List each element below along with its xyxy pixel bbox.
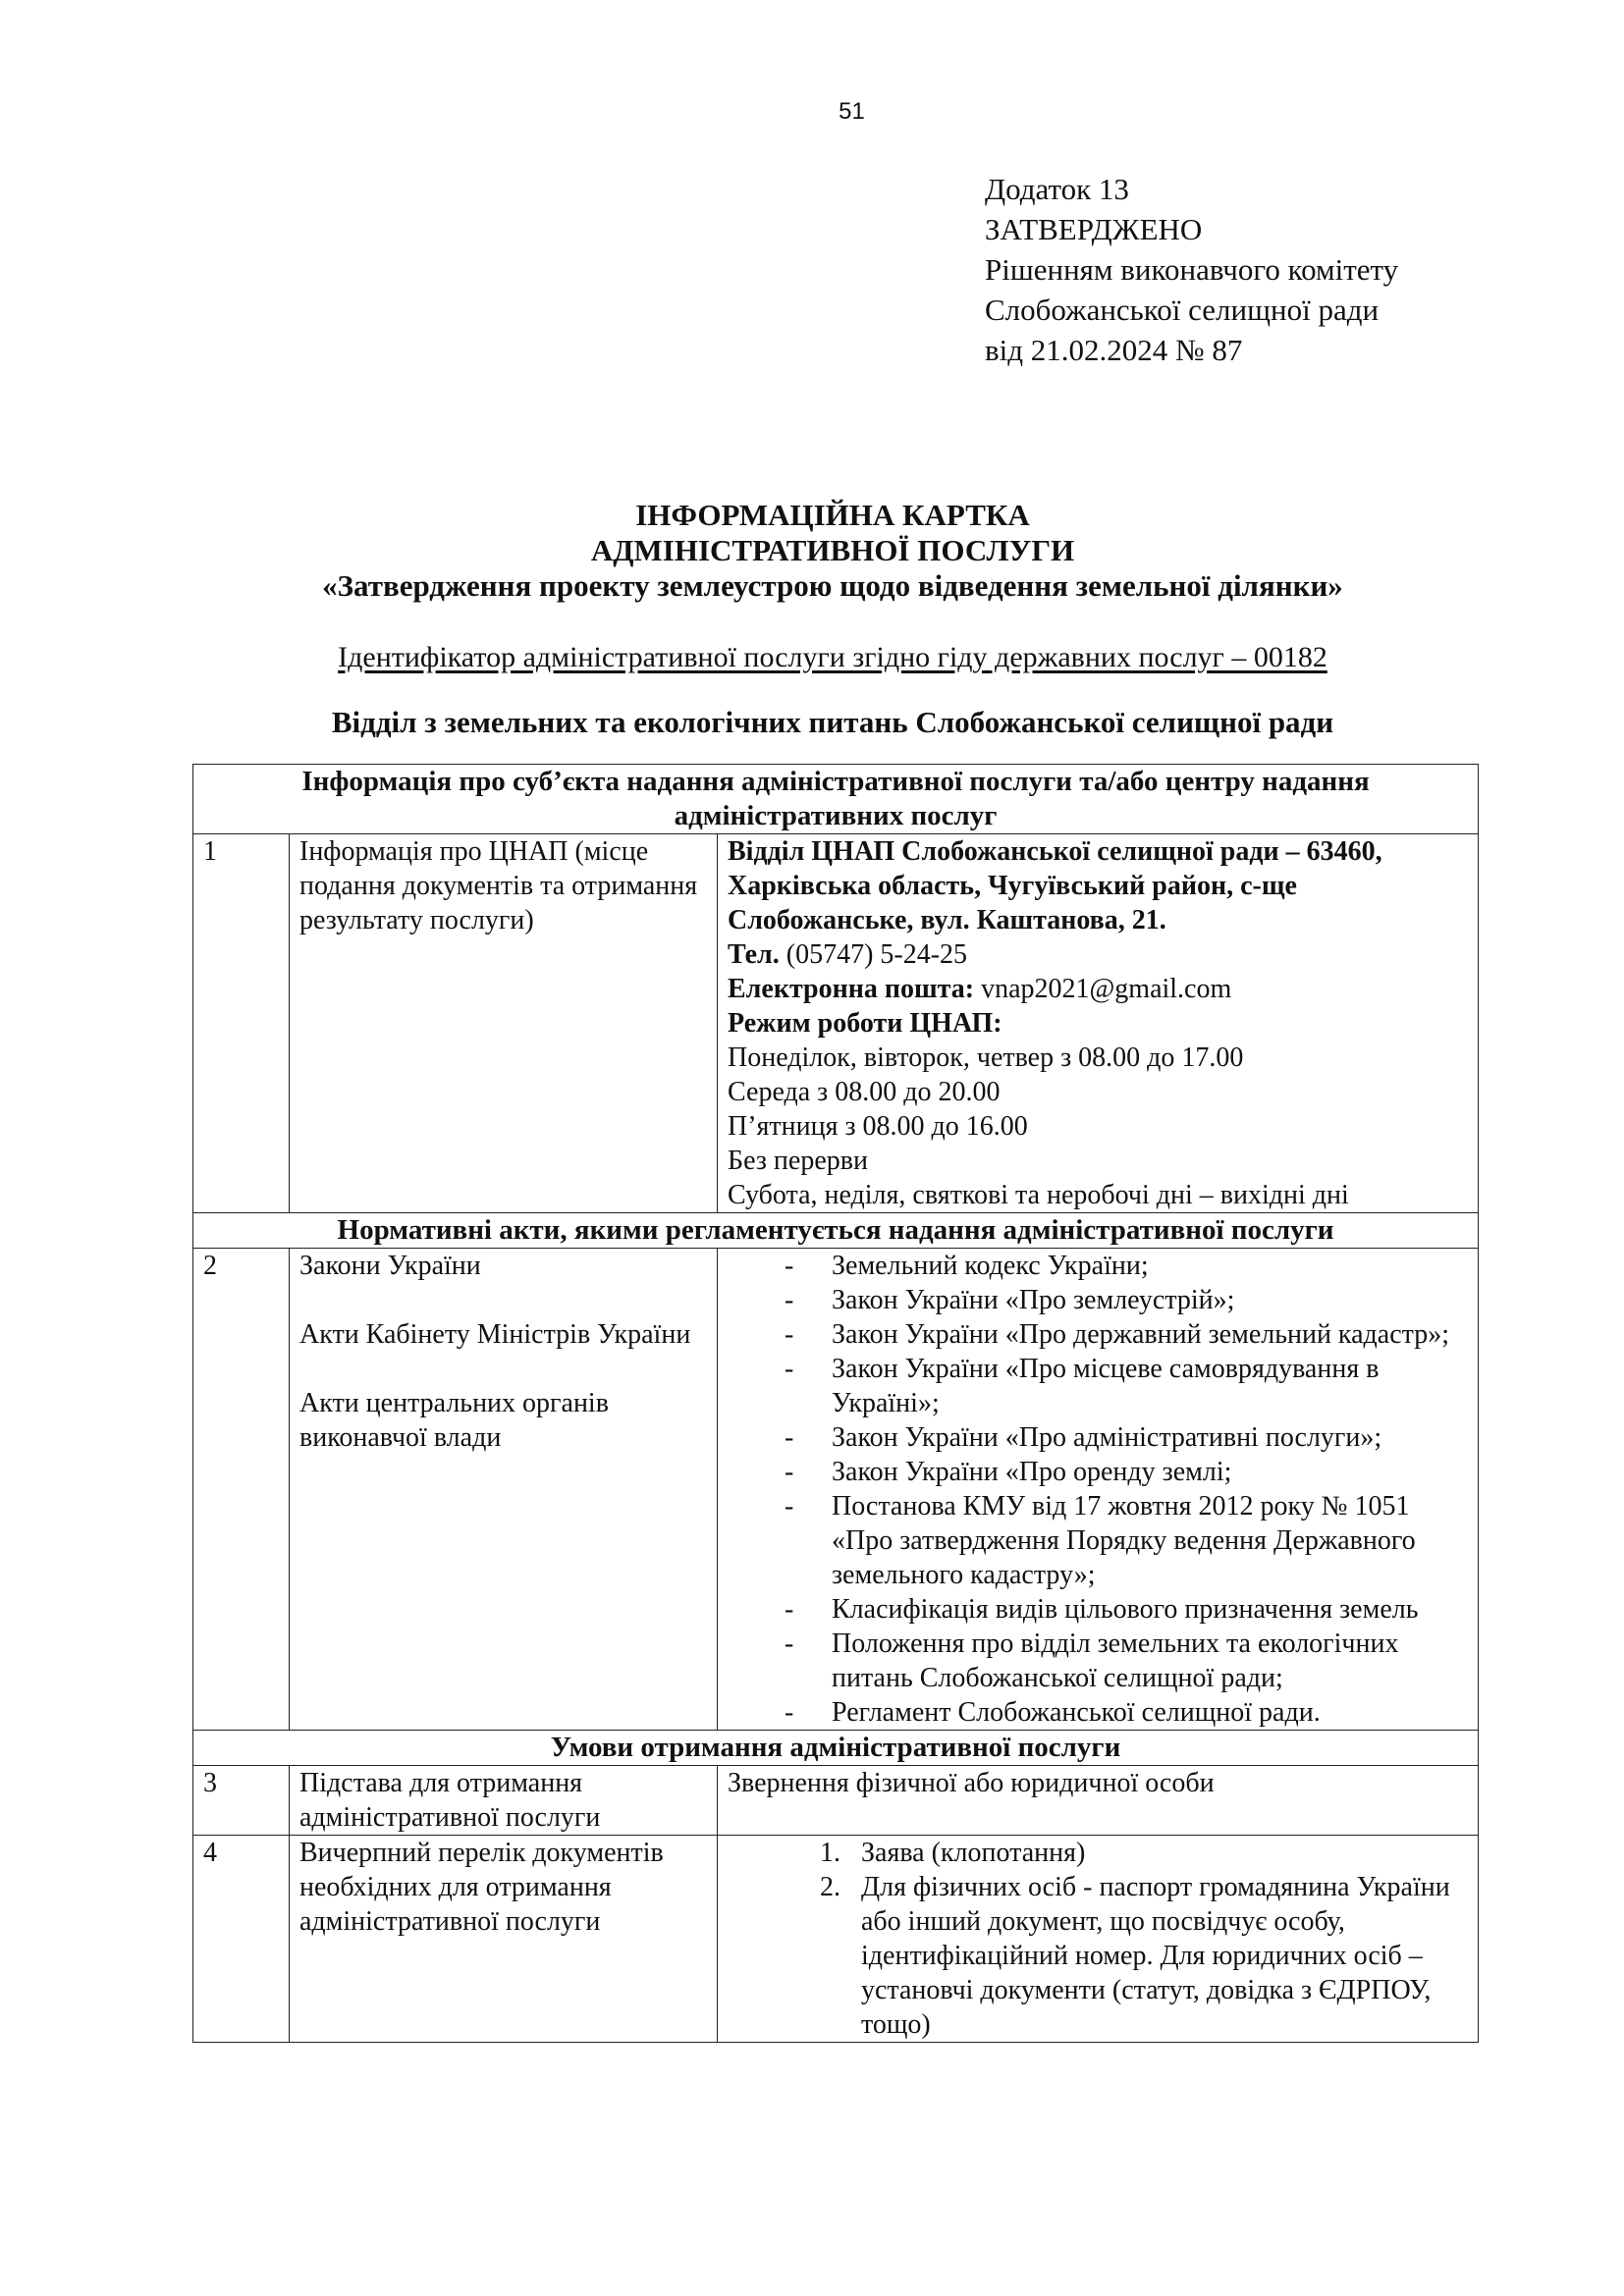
- hours-line: Середа з 08.00 до 20.00: [728, 1077, 1001, 1107]
- row-value: [718, 1836, 1479, 2043]
- department-name: Відділ з земельних та екологічних питань Слобожанської селищної ради: [331, 705, 1334, 739]
- cnap-address: Відділ ЦНАП Слобожанської селищної ради – 63460, Харківська область, Чугуївський район, с-ще Слобожанське, вул. Каштанова, 21.: [728, 836, 1382, 935]
- list-item: - Положення про відділ земельних та екологічних питань Слобожанської селищної ради;: [728, 1627, 1468, 1695]
- row-number: 3: [193, 1766, 290, 1836]
- cnap-phone: [728, 937, 1468, 972]
- list-item-text: Для фізичних осіб - паспорт громадянина України або інший документ, що посвідчує особу, ідентифікаційний номер. Для юридичних осіб – установчі документи (статут, довідка з ЄДРПОУ, тощо): [861, 1872, 1450, 2040]
- list-item: - Постанова КМУ від 17 жовтня 2012 року № 1051 «Про затвердження Порядку ведення Державного земельного кадастру»;: [728, 1489, 1468, 1592]
- laws-label: Закони України: [299, 1251, 481, 1281]
- email-label: Електронна пошта:: [728, 974, 975, 1004]
- table-row: [193, 834, 1479, 1213]
- row-label: Інформація про ЦНАП (місце подання документів та отримання результату послуги): [290, 834, 718, 1213]
- list-item-number: 1.: [820, 1838, 840, 1868]
- documents-list: [728, 1836, 1468, 2042]
- central-acts-label: Акти центральних органів виконавчої влади: [299, 1388, 609, 1453]
- hours-label: Режим роботи ЦНАП:: [728, 1008, 1002, 1039]
- service-identifier: [192, 640, 1473, 675]
- row-label: [290, 1249, 718, 1731]
- list-item: - Регламент Слобожанської селищної ради.: [728, 1695, 1468, 1730]
- title-line-2: АДМІНІСТРАТИВНОЇ ПОСЛУГИ: [590, 533, 1075, 567]
- row-label: Підстава для отримання адміністративної послуги: [290, 1766, 718, 1836]
- approval-date: від 21.02.2024 № 87: [985, 333, 1243, 367]
- row-value: [718, 1249, 1479, 1731]
- list-item-number: 2.: [820, 1872, 840, 1902]
- row-label: Вичерпний перелік документів необхідних для отримання адміністративної послуги: [290, 1836, 718, 2043]
- approval-council: Слобожанської селищної ради: [985, 293, 1380, 327]
- title-line-1: ІНФОРМАЦІЙНА КАРТКА: [635, 498, 1030, 532]
- row-number: 2: [193, 1249, 290, 1731]
- title-service-name: «Затвердження проекту землеустрою щодо відведення земельної ділянки»: [322, 568, 1343, 603]
- list-item: - Класифікація видів цільового призначення земель: [728, 1592, 1468, 1627]
- approved-label: ЗАТВЕРДЖЕНО: [985, 212, 1203, 246]
- appendix-label: Додаток 13: [985, 172, 1129, 206]
- table-row: [193, 1836, 1479, 2043]
- page-number: 51: [839, 98, 865, 125]
- list-item: - Закон України «Про місцеве самоврядування в Україні»;: [728, 1352, 1468, 1420]
- hours-line: П’ятниця з 08.00 до 16.00: [728, 1111, 1028, 1142]
- list-item: - Закон України «Про оренду землі;: [728, 1455, 1468, 1489]
- table-row: [193, 1249, 1479, 1731]
- cabinet-acts-label: Акти Кабінету Міністрів України: [299, 1319, 691, 1350]
- email-value: vnap2021@gmail.com: [974, 974, 1232, 1004]
- phone-label: Тел.: [728, 939, 780, 970]
- row-value: [718, 834, 1479, 1213]
- approval-block: [985, 169, 1398, 370]
- hours-line: Субота, неділя, святкові та неробочі дні – вихідні дні: [728, 1180, 1349, 1210]
- list-item-text: Заява (клопотання): [861, 1838, 1086, 1868]
- list-item: - Закон України «Про державний земельний кадастр»;: [728, 1317, 1468, 1352]
- section-heading-acts: Нормативні акти, якими регламентується надання адміністративної послуги: [193, 1213, 1479, 1249]
- list-item: [728, 1836, 1468, 1870]
- service-identifier-text: Ідентифікатор адміністративної послуги згідно гіду державних послуг – 00182: [338, 641, 1327, 673]
- list-item: [728, 1870, 1468, 2042]
- cnap-email: [728, 972, 1468, 1006]
- section-heading-subject: Інформація про суб’єкта надання адміністративної послуги та/або центру надання адміністративних послуг: [193, 765, 1479, 834]
- list-item: - Закон України «Про адміністративні послуги»;: [728, 1420, 1468, 1455]
- row-number: 1: [193, 834, 290, 1213]
- approval-decision: Рішенням виконавчого комітету: [985, 252, 1399, 287]
- section-row: [193, 765, 1479, 834]
- section-heading-conditions: Умови отримання адміністративної послуги: [193, 1731, 1479, 1766]
- section-row: [193, 1731, 1479, 1766]
- hours-line: Понеділок, вівторок, четвер з 08.00 до 17.00: [728, 1042, 1244, 1073]
- document-title: [192, 498, 1473, 604]
- acts-list: [728, 1249, 1468, 1730]
- phone-value: (05747) 5-24-25: [779, 939, 968, 970]
- table-row: [193, 1766, 1479, 1836]
- info-card-table: [192, 764, 1479, 2043]
- row-number: 4: [193, 1836, 290, 2043]
- list-item: - Земельний кодекс України;: [728, 1249, 1468, 1283]
- section-row: [193, 1213, 1479, 1249]
- hours-line: Без перерви: [728, 1146, 868, 1176]
- list-item: - Закон України «Про землеустрій»;: [728, 1283, 1468, 1317]
- row-value: Звернення фізичної або юридичної особи: [718, 1766, 1479, 1836]
